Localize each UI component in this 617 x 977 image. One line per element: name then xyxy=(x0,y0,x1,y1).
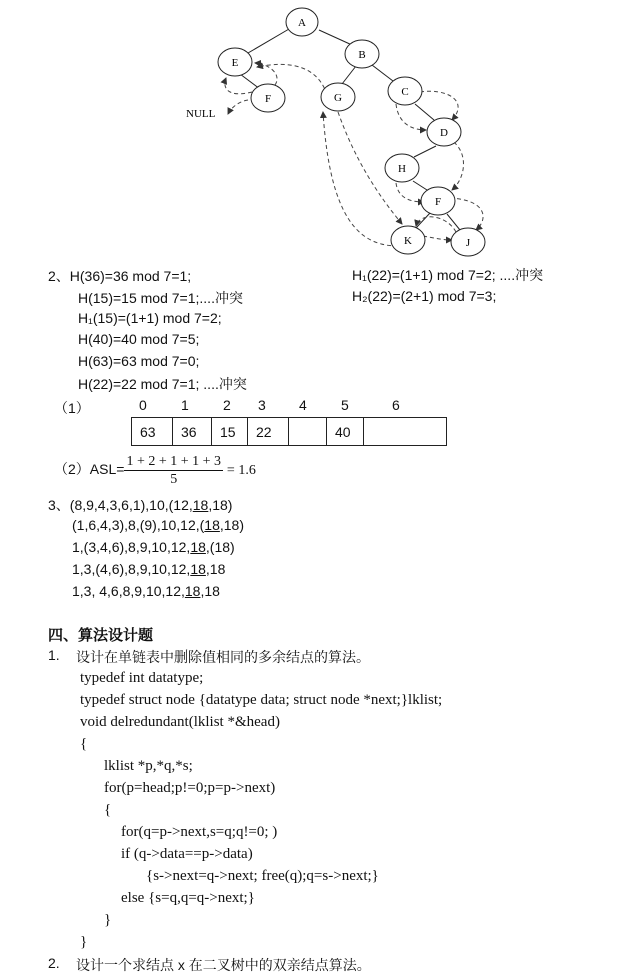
svg-text:E: E xyxy=(231,57,239,69)
hash-cell: 63 xyxy=(132,418,173,446)
threaded-tree-diagram xyxy=(0,0,617,265)
item-number: 2. xyxy=(48,955,60,971)
tree-node xyxy=(321,83,355,111)
section-title: 四、算法设计题 xyxy=(48,626,154,644)
part2-label: （2）ASL= xyxy=(54,461,125,477)
q3-text: ,18 xyxy=(205,561,226,577)
table-index: 5 xyxy=(341,397,349,413)
tree-node xyxy=(385,154,419,182)
hash-cell: 22 xyxy=(248,418,289,446)
q3-text: ,(18) xyxy=(205,539,235,555)
q3-underlined: 18 xyxy=(190,561,206,577)
code-line: void delredundant(lklist *&head) xyxy=(80,714,280,730)
q3-line xyxy=(72,561,225,577)
hash-table xyxy=(131,417,447,446)
q2-line: H(40)=40 mod 7=5; xyxy=(78,331,200,347)
q2-line: H(22)=22 mod 7=1; ....冲突 xyxy=(78,376,247,392)
hash-cell: 36 xyxy=(173,418,212,446)
q3-text: 1,3, 4,6,8,9,10,12, xyxy=(72,583,185,599)
hash-cell xyxy=(364,418,447,446)
tree-node xyxy=(451,228,485,256)
part1-label: （1） xyxy=(54,400,90,416)
svg-text:D: D xyxy=(440,127,448,139)
q2-line: H₁(15)=(1+1) mod 7=2; xyxy=(78,310,222,326)
q2-right-line: H₂(22)=(2+1) mod 7=3; xyxy=(352,288,497,304)
asl-result: = 1.6 xyxy=(226,463,256,478)
code-line: typedef struct node {datatype data; struct node *next;}lklist; xyxy=(80,692,443,708)
svg-text:A: A xyxy=(298,17,306,29)
q3-text: (1,6,4,3),8,(9),10,12,( xyxy=(72,517,205,533)
table-index: 3 xyxy=(258,397,266,413)
q3-text: ,18 xyxy=(200,583,220,599)
svg-text:B: B xyxy=(358,49,366,61)
code-line: { xyxy=(80,736,88,752)
code-line: lklist *p,*q,*s; xyxy=(104,758,193,774)
q3-text: ,18) xyxy=(208,497,233,513)
hash-cell: 40 xyxy=(327,418,364,446)
table-index: 4 xyxy=(299,397,307,413)
item-number: 1. xyxy=(48,647,60,663)
asl-denominator: 5 xyxy=(170,471,178,487)
table-index: 1 xyxy=(181,397,189,413)
svg-text:J: J xyxy=(465,237,471,249)
svg-text:H: H xyxy=(398,163,406,175)
tree-node xyxy=(251,84,285,112)
q2-line: H(63)=63 mod 7=0; xyxy=(78,353,200,369)
q3-line xyxy=(48,495,232,515)
q3-text: ,18) xyxy=(219,517,244,533)
code-line: { xyxy=(104,802,112,818)
svg-text:K: K xyxy=(404,235,412,247)
q3-text: 1,3,(4,6),8,9,10,12, xyxy=(72,561,191,577)
code-line: else {s=q,q=q->next;} xyxy=(121,890,255,906)
q2-line: 2、H(36)=36 mod 7=1; xyxy=(48,268,192,284)
asl-formula xyxy=(54,451,256,487)
tree-node xyxy=(218,48,252,76)
q3-text: 1,(3,4,6),8,9,10,12, xyxy=(72,539,191,555)
svg-text:G: G xyxy=(334,92,342,104)
q3-underlined: 18 xyxy=(204,517,220,533)
tree-node xyxy=(427,118,461,146)
code-line: } xyxy=(80,934,88,950)
table-index: 2 xyxy=(223,397,231,413)
q3-line xyxy=(72,517,244,533)
svg-text:F: F xyxy=(264,93,272,105)
table-index: 0 xyxy=(139,397,147,413)
hash-cell xyxy=(289,418,327,446)
q3-underlined: 18 xyxy=(184,583,201,599)
q3-text: (8,9,4,3,6,1),10,(12, xyxy=(69,497,193,513)
q3-line xyxy=(72,583,220,599)
q2-line: H(15)=15 mod 7=1;....冲突 xyxy=(78,290,243,306)
tree-node xyxy=(345,40,379,68)
asl-numerator: 1 + 2 + 1 + 1 + 3 xyxy=(126,453,222,469)
hash-cell: 15 xyxy=(212,418,248,446)
q3-line xyxy=(72,539,235,555)
table-index: 6 xyxy=(392,397,400,413)
tree-node xyxy=(421,187,455,215)
code-line: typedef int datatype; xyxy=(80,670,204,686)
q2-right-line: H₁(22)=(1+1) mod 7=2; ....冲突 xyxy=(352,267,544,283)
null-label: NULL xyxy=(186,108,216,120)
code-line: if (q->data==p->data) xyxy=(121,846,253,862)
q3-underlined: 18 xyxy=(192,497,209,513)
code-line: for(q=p->next,s=q;q!=0; ) xyxy=(121,824,278,840)
code-line: } xyxy=(104,912,112,928)
code-line: for(p=head;p!=0;p=p->next) xyxy=(104,780,276,796)
svg-text:C: C xyxy=(401,86,409,98)
item-text: 设计在单链表中删除值相同的多余结点的算法。 xyxy=(76,649,370,665)
svg-text:F: F xyxy=(434,196,442,208)
q3-underlined: 18 xyxy=(190,539,206,555)
tree-node xyxy=(286,8,318,36)
tree-node xyxy=(391,226,425,254)
asl-fraction xyxy=(124,453,223,488)
q3-prefix: 3、 xyxy=(48,497,70,513)
tree-node xyxy=(388,77,422,105)
item-text: 设计一个求结点 x 在二叉树中的双亲结点算法。 xyxy=(76,957,371,973)
code-line: {s->next=q->next; free(q);q=s->next;} xyxy=(146,868,379,884)
